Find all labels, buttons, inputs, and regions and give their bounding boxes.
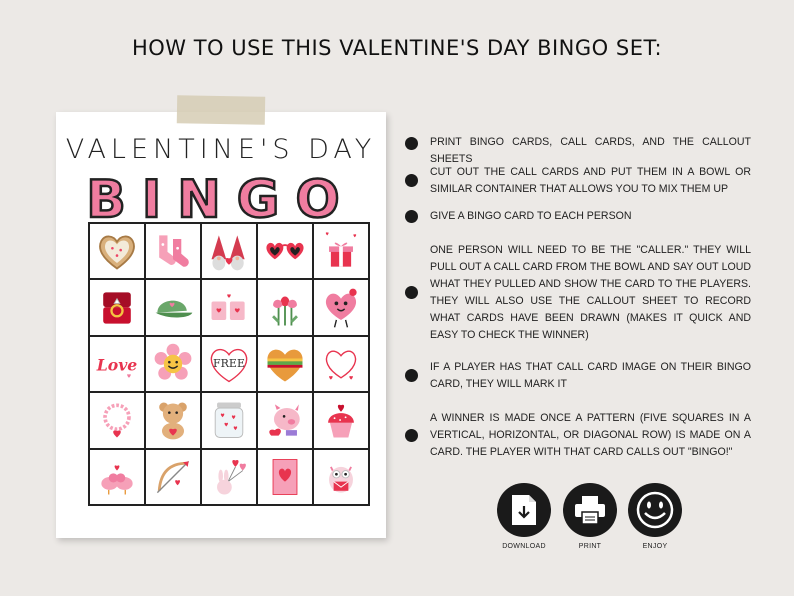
- smiley-icon: [635, 490, 675, 530]
- bingo-cell: [145, 223, 201, 279]
- step-text: A WINNER IS MADE ONCE A PATTERN (FIVE SQUARES IN A VERTICAL, HORIZONTAL, OR DIAGONAL ROW) IS MADE ON A CARD. THE PLAYER WITH THAT CARD CALLS OUT "BINGO!": [430, 412, 751, 458]
- bullet-icon: [405, 369, 418, 382]
- bingo-cell: [89, 336, 145, 392]
- bingo-cell: [89, 449, 145, 505]
- sandwich-heart-icon: [262, 341, 308, 387]
- bingo-cell: [201, 449, 257, 505]
- bunny-balloons-icon: [206, 454, 252, 500]
- print-button[interactable]: [563, 483, 617, 537]
- bingo-cell: [145, 336, 201, 392]
- bingo-cell: [257, 279, 313, 335]
- step-text: CUT OUT THE CALL CARDS AND PUT THEM IN A BOWL OR SIMILAR CONTAINER THAT ALLOWS YOU TO MIX THEM UP: [430, 166, 751, 195]
- printer-icon: [573, 495, 607, 525]
- bingo-cell: [313, 279, 369, 335]
- bingo-cell: [89, 392, 145, 448]
- bingo-cell: [201, 223, 257, 279]
- bingo-cell: [89, 223, 145, 279]
- print-label: PRINT: [578, 543, 602, 550]
- enjoy-button[interactable]: [628, 483, 682, 537]
- teddy-bear-icon: [150, 397, 196, 443]
- heart-character-icon: [318, 285, 364, 331]
- ring-box-icon: [94, 285, 140, 331]
- free-space-cell: [201, 336, 257, 392]
- mugs-icon: [206, 285, 252, 331]
- step-text: GIVE A BINGO CARD TO EACH PERSON: [430, 210, 632, 222]
- candy-jar-icon: [206, 397, 252, 443]
- bullet-icon: [405, 286, 418, 299]
- tulips-icon: [262, 285, 308, 331]
- bingo-cell: [257, 223, 313, 279]
- bingo-cell: [257, 336, 313, 392]
- love-text-icon: [94, 341, 140, 387]
- bingo-cell: [313, 392, 369, 448]
- cupcake-icon: [318, 397, 364, 443]
- tape-decoration: [177, 95, 265, 125]
- bingo-cell: [145, 449, 201, 505]
- download-button[interactable]: [497, 483, 551, 537]
- step-text: ONE PERSON WILL NEED TO BE THE "CALLER." THEY WILL PULL OUT A CALL CARD FROM THE BOWL AND SAY OUT LOUD WHAT THEY PULLED AND SHOW THE CARD TO THE PLAYERS. THEY WILL ALSO USE THE CALLOUT SHEET TO RECORD WHAT CARDS HAVE BEEN DRAWN (MAKES IT QUICK AND EASY TO CHECK THE WINNER): [430, 244, 751, 341]
- bingo-cell: [201, 279, 257, 335]
- bingo-cell: [313, 336, 369, 392]
- bingo-cell: [145, 279, 201, 335]
- page-title: HOW TO USE THIS VALENTINE'S DAY BINGO SET:: [131, 36, 663, 60]
- bullet-icon: [405, 429, 418, 442]
- lovebirds-icon: [94, 454, 140, 500]
- bingo-word: BINGO: [86, 170, 356, 230]
- download-label: DOWNLOAD: [502, 543, 546, 550]
- bow-arrow-icon: [150, 454, 196, 500]
- gnomes-icon: [206, 228, 252, 274]
- pig-icon: [262, 397, 308, 443]
- bingo-cell: [89, 279, 145, 335]
- free-label: FREE: [213, 357, 245, 371]
- step-text: IF A PLAYER HAS THAT CALL CARD IMAGE ON THEIR BINGO CARD, THEY WILL MARK IT: [430, 361, 751, 390]
- cap-icon: [150, 285, 196, 331]
- bracelet-icon: [94, 397, 140, 443]
- step-text: PRINT BINGO CARDS, CALL CARDS, AND THE CALLOUT SHEETS: [430, 136, 751, 165]
- socks-icon: [150, 228, 196, 274]
- bullet-icon: [405, 137, 418, 150]
- heart-sunglasses-icon: [262, 228, 308, 274]
- bingo-cell: [257, 392, 313, 448]
- heart-outline-icon: [318, 341, 364, 387]
- bingo-card-preview: [56, 112, 386, 538]
- bingo-cell: [257, 449, 313, 505]
- bingo-cell: [201, 392, 257, 448]
- owl-letter-icon: [318, 454, 364, 500]
- gift-box-icon: [318, 228, 364, 274]
- bullet-icon: [405, 210, 418, 223]
- enjoy-label: ENJOY: [642, 543, 668, 550]
- bingo-cell: [313, 223, 369, 279]
- bingo-cell: [145, 392, 201, 448]
- card-icon: [262, 454, 308, 500]
- download-icon: [509, 493, 539, 527]
- card-title: VALENTINE'S DAY: [65, 134, 377, 165]
- bullet-icon: [405, 174, 418, 187]
- flower-smiley-icon: [150, 341, 196, 387]
- svg-text:Love: Love: [96, 355, 138, 375]
- bingo-grid: [88, 222, 370, 506]
- heart-cookie-icon: [94, 228, 140, 274]
- bingo-cell: [313, 449, 369, 505]
